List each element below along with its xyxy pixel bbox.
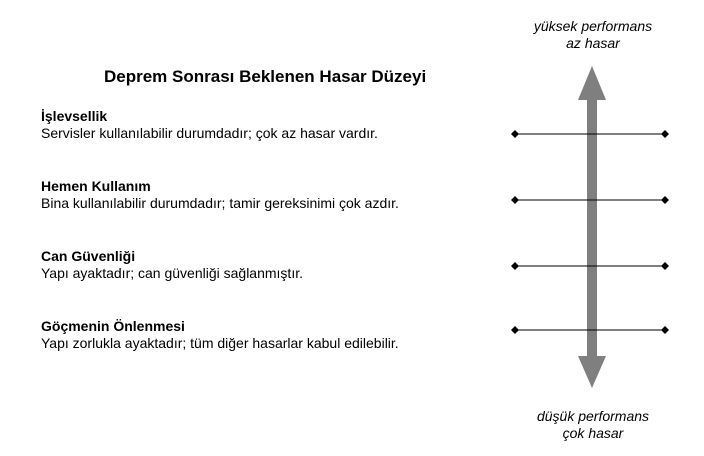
double-arrow-icon [578,66,606,388]
diamond-marker-icon [661,262,669,270]
top-label-line1: yüksek performans [533,18,653,34]
diamond-marker-icon [511,196,519,204]
level-description: Servisler kullanılabilir durumdadır; çok az hasar vardır. [41,125,378,141]
level-description: Yapı zorlukla ayaktadır; tüm diğer hasarlar kabul edilebilir. [41,335,399,351]
diamond-marker-icon [511,262,519,270]
arrow-head-down [578,356,606,388]
level-description: Yapı ayaktadır; can güvenliği sağlanmıştır. [41,265,303,281]
arrow-shaft [587,98,597,358]
diamond-marker-icon [511,326,519,334]
level-name: Hemen Kullanım [41,178,151,194]
arrow-head-up [578,66,606,100]
level-name: Göçmenin Önlenmesi [41,318,185,334]
bottom-label-line2: çok hasar [562,425,624,441]
level-name: Can Güvenliği [41,248,136,264]
diamond-marker-icon [661,196,669,204]
diamond-marker-icon [661,130,669,138]
top-label-line2: az hasar [566,35,620,51]
level-description: Bina kullanılabilir durumdadır; tamir gereksinimi çok azdır. [41,195,399,211]
diamond-marker-icon [511,130,519,138]
diagram-title: Deprem Sonrası Beklenen Hasar Düzeyi [104,67,427,86]
bottom-label-line1: düşük performans [536,408,650,424]
diamond-marker-icon [661,326,669,334]
level-name: İşlevsellik [41,108,108,124]
